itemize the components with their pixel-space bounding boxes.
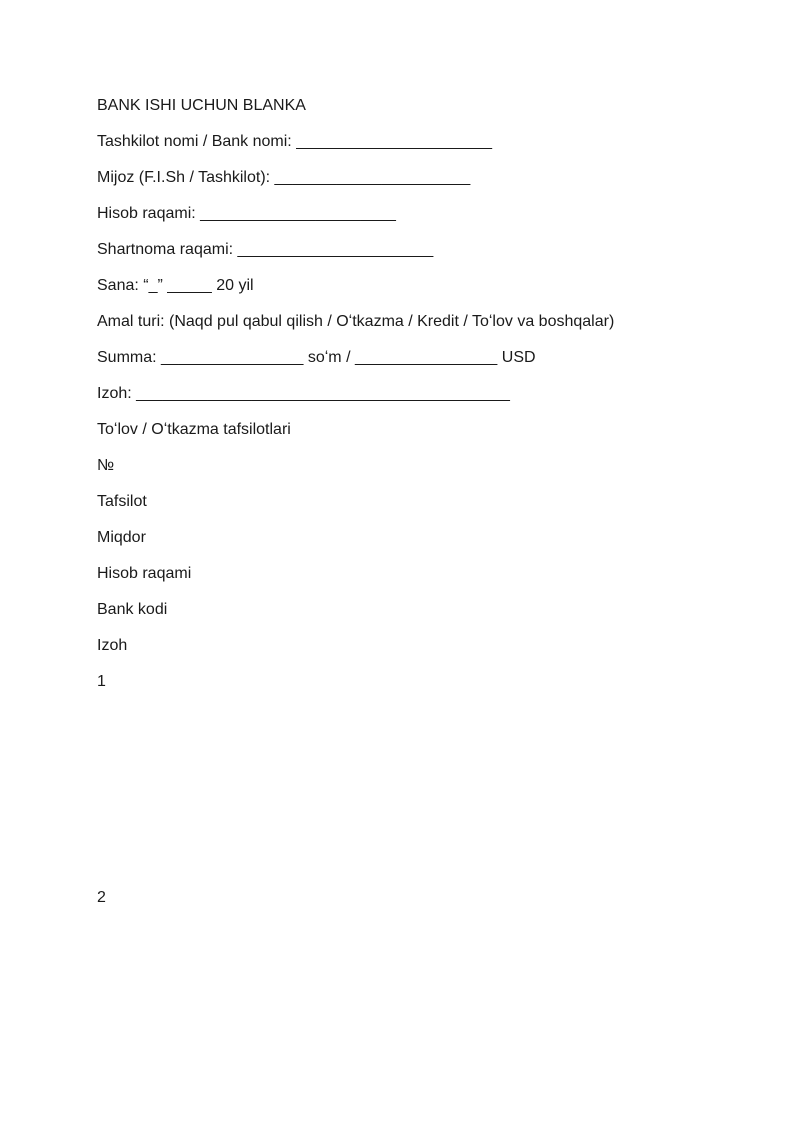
column-header-note: Izoh [97,637,128,654]
field-account-number: Hisob raqami: ______________________ [97,205,396,222]
column-header-amount: Miqdor [97,529,146,546]
table-row-number-2: 2 [97,889,106,906]
column-header-detail: Tafsilot [97,493,147,510]
field-note: Izoh: __________________________________________ [97,385,510,402]
field-contract-number: Shartnoma raqami: ______________________ [97,241,434,258]
field-amount: Summa: ________________ soʻm / ________________ USD [97,349,536,366]
empty-table-rows-gap [97,700,740,880]
table-row-number-1: 1 [97,673,106,690]
field-operation-type: Amal turi: (Naqd pul qabul qilish / Oʻtkazma / Kredit / Toʻlov va boshqalar) [97,313,615,330]
field-client-name: Mijoz (F.I.Sh / Tashkilot): ______________________ [97,169,471,186]
column-header-bank-code: Bank kodi [97,601,168,618]
details-section-title: Toʻlov / Oʻtkazma tafsilotlari [97,421,291,438]
column-header-row-number: № [97,457,115,474]
field-organization-bank-name: Tashkilot nomi / Bank nomi: ______________________ [97,133,492,150]
column-header-account-number: Hisob raqami [97,565,192,582]
field-date: Sana: “_” _____ 20 yil [97,277,254,294]
page-title: BANK ISHI UCHUN BLANKA [97,97,306,114]
